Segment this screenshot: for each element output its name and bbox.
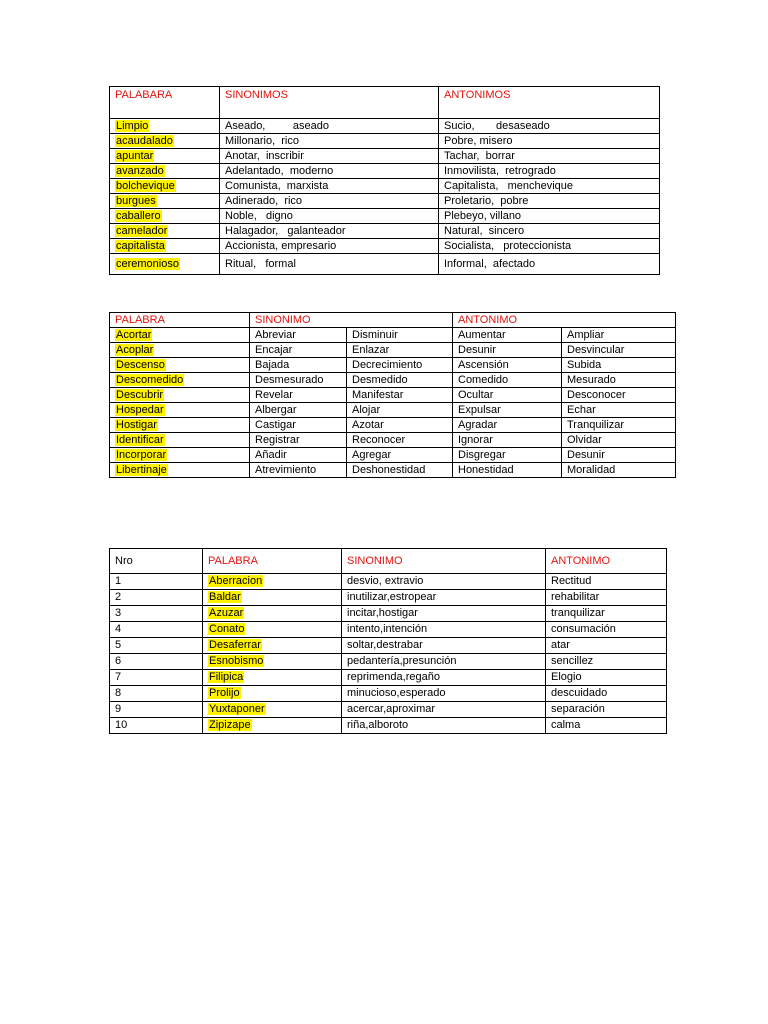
table-row <box>110 373 676 388</box>
antonym-cell: Olvidar <box>562 433 676 448</box>
word-cell <box>203 670 342 686</box>
table-row <box>110 463 676 478</box>
antonym-cell: Comedido <box>453 373 562 388</box>
word-cell <box>110 448 250 463</box>
highlighted-word: Acoplar <box>116 343 154 356</box>
header-antonimos: ANTONIMOS <box>439 87 660 119</box>
synonym-cell: Desmesurado <box>250 373 347 388</box>
synonym-cell: inutilizar,estropear <box>342 590 546 606</box>
table-3-body <box>110 549 667 734</box>
table-row <box>110 574 667 590</box>
word-cell <box>110 343 250 358</box>
highlighted-word: Incorporar <box>116 448 167 461</box>
antonym-cell: Plebeyo, villano <box>439 209 660 224</box>
word-cell <box>203 574 342 590</box>
highlighted-word: Esnobismo <box>209 655 264 667</box>
table-header-row <box>110 549 667 574</box>
word-cell <box>110 224 220 239</box>
word-cell <box>110 254 220 275</box>
word-cell <box>110 418 250 433</box>
word-cell <box>110 328 250 343</box>
antonym-cell: Rectitud <box>546 574 667 590</box>
antonym-cell: Desvincular <box>562 343 676 358</box>
header-sinonimo: SINONIMO <box>342 549 546 574</box>
antonym-cell: Disgregar <box>453 448 562 463</box>
table-row <box>110 164 660 179</box>
synonym-cell: Desmedido <box>347 373 453 388</box>
antonym-cell: Pobre, misero <box>439 134 660 149</box>
synonym-cell: Comunista, marxista <box>220 179 439 194</box>
word-cell <box>110 239 220 254</box>
antonym-cell: consumación <box>546 622 667 638</box>
table-row <box>110 343 676 358</box>
synonyms-table-1 <box>109 86 660 275</box>
word-cell <box>110 358 250 373</box>
antonym-cell: Inmovilista, retrogrado <box>439 164 660 179</box>
number-cell: 4 <box>110 622 203 638</box>
highlighted-word: Conato <box>209 623 245 635</box>
synonyms-table-2 <box>109 312 676 478</box>
highlighted-word: Descubrir <box>116 388 164 401</box>
synonym-cell: acercar,aproximar <box>342 702 546 718</box>
highlighted-word: Hostigar <box>116 418 157 431</box>
synonym-cell: Bajada <box>250 358 347 373</box>
table-row <box>110 670 667 686</box>
table-row <box>110 654 667 670</box>
synonym-cell: Castigar <box>250 418 347 433</box>
antonym-cell: Desconocer <box>562 388 676 403</box>
table-row <box>110 134 660 149</box>
highlighted-word: Acortar <box>116 328 152 341</box>
synonym-cell: soltar,destrabar <box>342 638 546 654</box>
number-cell: 9 <box>110 702 203 718</box>
synonym-cell: Anotar, inscribir <box>220 149 439 164</box>
synonym-cell: Aseado, aseado <box>220 119 439 134</box>
table-row <box>110 328 676 343</box>
synonym-cell: incitar,hostigar <box>342 606 546 622</box>
antonym-cell: descuidado <box>546 686 667 702</box>
header-palabra: PALABRA <box>203 549 342 574</box>
word-cell <box>110 209 220 224</box>
highlighted-word: Aberracion <box>209 575 263 587</box>
antonym-cell: Capitalista, menchevique <box>439 179 660 194</box>
synonym-cell: Accionista, empresario <box>220 239 439 254</box>
synonym-cell: riña,alboroto <box>342 718 546 734</box>
antonym-cell: tranquilizar <box>546 606 667 622</box>
highlighted-word: Limpio <box>116 119 149 132</box>
synonym-cell: Deshonestidad <box>347 463 453 478</box>
synonym-cell: Ritual, formal <box>220 254 439 275</box>
table-row <box>110 433 676 448</box>
antonym-cell: Moralidad <box>562 463 676 478</box>
word-cell <box>203 606 342 622</box>
table-row <box>110 606 667 622</box>
word-cell <box>110 164 220 179</box>
synonyms-table-3 <box>109 548 667 734</box>
antonym-cell: Tachar, borrar <box>439 149 660 164</box>
synonym-cell: reprimenda,regaño <box>342 670 546 686</box>
table-header-row <box>110 313 676 328</box>
synonym-cell: Millonario, rico <box>220 134 439 149</box>
word-cell <box>110 433 250 448</box>
table-row <box>110 418 676 433</box>
synonym-cell: Revelar <box>250 388 347 403</box>
highlighted-word: Filipica <box>209 671 244 683</box>
synonym-cell: Agregar <box>347 448 453 463</box>
synonym-cell: Noble, digno <box>220 209 439 224</box>
highlighted-word: burgues <box>116 194 156 207</box>
antonym-cell: Ascensión <box>453 358 562 373</box>
highlighted-word: Libertinaje <box>116 463 167 476</box>
antonym-cell: Desunir <box>562 448 676 463</box>
table-row <box>110 686 667 702</box>
antonym-cell: Honestidad <box>453 463 562 478</box>
word-cell <box>110 119 220 134</box>
word-cell <box>203 654 342 670</box>
synonym-cell: intento,intención <box>342 622 546 638</box>
word-cell <box>110 179 220 194</box>
antonym-cell: Echar <box>562 403 676 418</box>
table-row <box>110 388 676 403</box>
table-row <box>110 239 660 254</box>
antonym-cell: Agradar <box>453 418 562 433</box>
antonym-cell: sencillez <box>546 654 667 670</box>
antonym-cell: Ampliar <box>562 328 676 343</box>
table-header-row <box>110 87 660 119</box>
highlighted-word: capitalista <box>116 239 165 252</box>
number-cell: 1 <box>110 574 203 590</box>
antonym-cell: Ignorar <box>453 433 562 448</box>
highlighted-word: bolchevique <box>116 179 175 192</box>
table-2-body <box>110 313 676 478</box>
table-1-body <box>110 87 660 275</box>
synonym-cell: Manifestar <box>347 388 453 403</box>
header-palabra: PALABRA <box>110 313 250 328</box>
header-sinonimos: SINONIMOS <box>220 87 439 119</box>
highlighted-word: camelador <box>116 224 168 237</box>
table-row <box>110 149 660 164</box>
synonym-cell: Alojar <box>347 403 453 418</box>
number-cell: 10 <box>110 718 203 734</box>
highlighted-word: Descomedido <box>116 373 184 386</box>
antonym-cell: atar <box>546 638 667 654</box>
table-row <box>110 702 667 718</box>
table-row <box>110 254 660 275</box>
antonym-cell: separación <box>546 702 667 718</box>
table-row <box>110 403 676 418</box>
header-antonimo: ANTONIMO <box>453 313 676 328</box>
word-cell <box>110 149 220 164</box>
number-cell: 6 <box>110 654 203 670</box>
highlighted-word: Prolijo <box>209 687 240 699</box>
number-cell: 7 <box>110 670 203 686</box>
synonym-cell: Reconocer <box>347 433 453 448</box>
synonym-cell: Atrevimiento <box>250 463 347 478</box>
word-cell <box>110 194 220 209</box>
table-row <box>110 718 667 734</box>
highlighted-word: Hospedar <box>116 403 164 416</box>
word-cell <box>110 463 250 478</box>
table-row <box>110 622 667 638</box>
table-row <box>110 448 676 463</box>
table-row <box>110 119 660 134</box>
highlighted-word: caballero <box>116 209 161 222</box>
table-row <box>110 358 676 373</box>
synonym-cell: Añadir <box>250 448 347 463</box>
highlighted-word: Baldar <box>209 591 241 603</box>
highlighted-word: Yuxtaponer <box>209 703 265 715</box>
highlighted-word: Zipizape <box>209 719 251 731</box>
highlighted-word: Azuzar <box>209 607 244 619</box>
number-cell: 2 <box>110 590 203 606</box>
number-cell: 8 <box>110 686 203 702</box>
highlighted-word: ceremonioso <box>116 257 179 270</box>
highlighted-word: Descenso <box>116 358 165 371</box>
synonym-cell: Adinerado, rico <box>220 194 439 209</box>
antonym-cell: calma <box>546 718 667 734</box>
antonym-cell: Sucio, desaseado <box>439 119 660 134</box>
antonym-cell: Desunir <box>453 343 562 358</box>
synonym-cell: desvio, extravio <box>342 574 546 590</box>
synonym-cell: Azotar <box>347 418 453 433</box>
word-cell <box>110 388 250 403</box>
antonym-cell: Tranquilizar <box>562 418 676 433</box>
synonym-cell: pedantería,presunción <box>342 654 546 670</box>
antonym-cell: Informal, afectado <box>439 254 660 275</box>
word-cell <box>110 373 250 388</box>
table-row <box>110 179 660 194</box>
antonym-cell: Elogio <box>546 670 667 686</box>
antonym-cell: Expulsar <box>453 403 562 418</box>
antonym-cell: Subida <box>562 358 676 373</box>
header-nro: Nro <box>110 549 203 574</box>
antonym-cell: Socialista, proteccionista <box>439 239 660 254</box>
synonym-cell: Registrar <box>250 433 347 448</box>
header-antonimo: ANTONIMO <box>546 549 667 574</box>
word-cell <box>110 403 250 418</box>
highlighted-word: acaudalado <box>116 134 173 147</box>
highlighted-word: Identificar <box>116 433 164 446</box>
table-row <box>110 194 660 209</box>
antonym-cell: Natural, sincero <box>439 224 660 239</box>
antonym-cell: Proletario, pobre <box>439 194 660 209</box>
antonym-cell: Mesurado <box>562 373 676 388</box>
header-sinonimo: SINONIMO <box>250 313 453 328</box>
header-palabra: PALABARA <box>110 87 220 119</box>
antonym-cell: Aumentar <box>453 328 562 343</box>
highlighted-word: Desaferrar <box>209 639 261 651</box>
synonym-cell: Enlazar <box>347 343 453 358</box>
word-cell <box>203 622 342 638</box>
synonym-cell: Decrecimiento <box>347 358 453 373</box>
antonym-cell: rehabilitar <box>546 590 667 606</box>
number-cell: 3 <box>110 606 203 622</box>
synonym-cell: Disminuir <box>347 328 453 343</box>
synonym-cell: Abreviar <box>250 328 347 343</box>
word-cell <box>203 590 342 606</box>
table-row <box>110 209 660 224</box>
synonym-cell: minucioso,esperado <box>342 686 546 702</box>
antonym-cell: Ocultar <box>453 388 562 403</box>
highlighted-word: avanzado <box>116 164 164 177</box>
table-row <box>110 638 667 654</box>
number-cell: 5 <box>110 638 203 654</box>
synonym-cell: Adelantado, moderno <box>220 164 439 179</box>
word-cell <box>203 718 342 734</box>
synonym-cell: Encajar <box>250 343 347 358</box>
table-row <box>110 224 660 239</box>
highlighted-word: apuntar <box>116 149 154 162</box>
word-cell <box>203 702 342 718</box>
word-cell <box>110 134 220 149</box>
table-row <box>110 590 667 606</box>
word-cell <box>203 638 342 654</box>
synonym-cell: Halagador, galanteador <box>220 224 439 239</box>
word-cell <box>203 686 342 702</box>
synonym-cell: Albergar <box>250 403 347 418</box>
